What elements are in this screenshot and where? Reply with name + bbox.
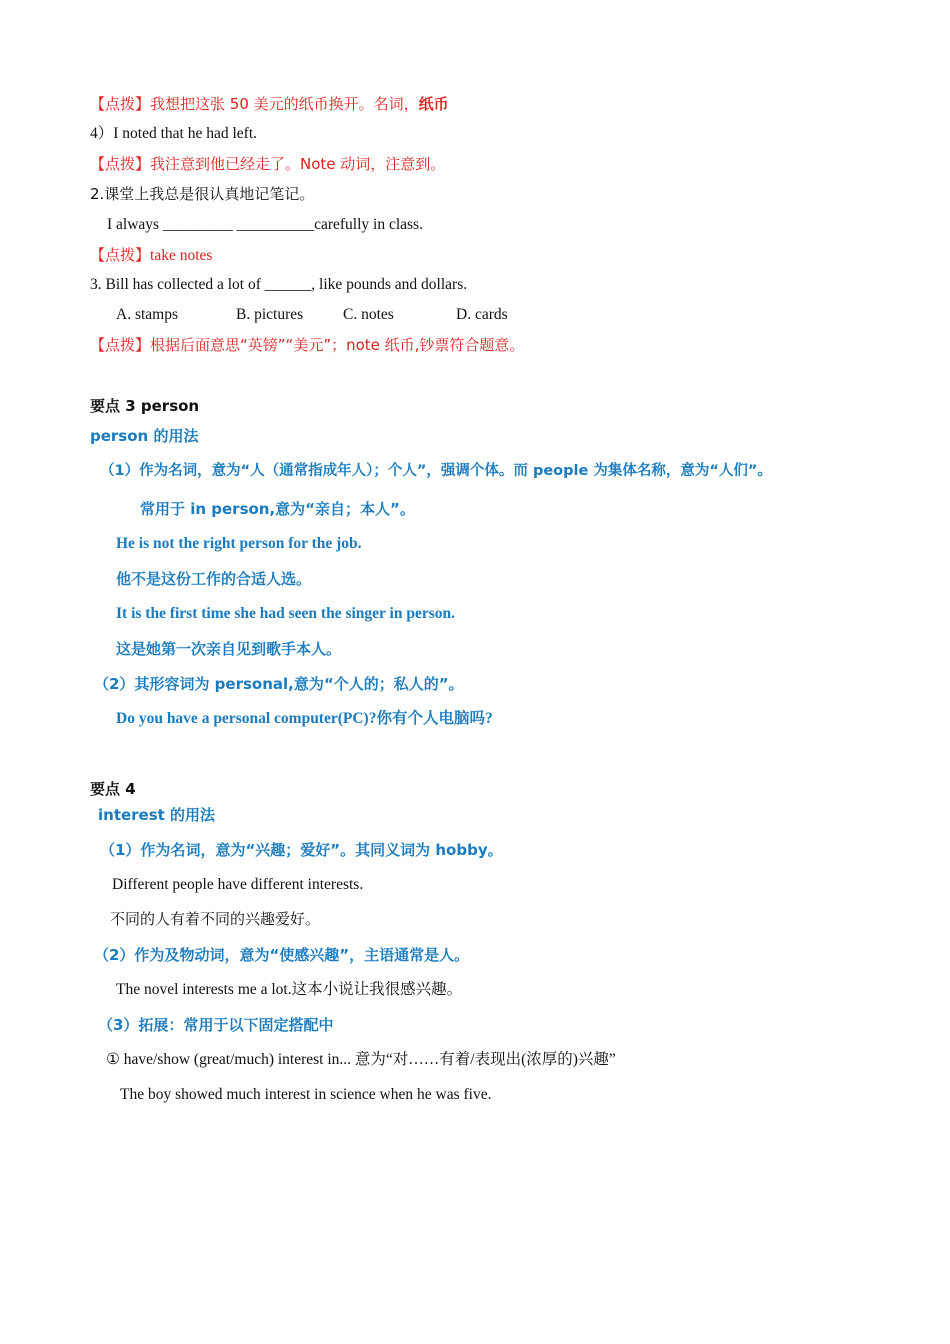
option-d: D. cards	[456, 306, 508, 323]
section-subheading-4: interest 的用法	[98, 806, 216, 824]
section-heading-4: 要点 4	[90, 780, 136, 798]
interest-usage-1: （1）作为名词，意为“兴趣；爱好”。其同义词为 hobby。	[100, 841, 503, 859]
hint-text: 我注意到他已经走了。Note 动词，注意到。	[150, 155, 446, 173]
hint-line-2	[90, 154, 445, 174]
hint-text: take notes	[150, 247, 213, 264]
interest-usage-2: （2）作为及物动词，意为“使感兴趣”，主语通常是人。	[94, 946, 470, 964]
example-en-4: Different people have different interests.	[112, 876, 364, 893]
example-en-2: It is the first time she had seen the singer in person.	[116, 605, 455, 622]
hint-line-1	[90, 94, 449, 114]
hint-tag: 【点拨】	[90, 95, 151, 113]
hint-tag: 【点拨】	[90, 336, 151, 354]
question-2: 2.课堂上我总是很认真地记笔记。	[90, 185, 315, 203]
example-en-1: He is not the right person for the job.	[116, 535, 362, 552]
hint-text: 我想把这张 50 美元的纸币换开。名词，	[150, 95, 419, 113]
example-en-5: The novel interests me a lot.这本小说让我很感兴趣。	[116, 981, 463, 998]
hint-tag: 【点拨】	[90, 246, 151, 264]
option-a: A. stamps	[116, 306, 178, 323]
question-3: 3. Bill has collected a lot of ______, like pounds and dollars.	[90, 276, 468, 293]
hint-line-3	[90, 245, 212, 266]
example-zh-2: 这是她第一次亲自见到歌手本人。	[116, 640, 342, 658]
example-zh-1: 他不是这份工作的合适人选。	[116, 570, 312, 588]
example-sentence: 4）I noted that he had left.	[90, 125, 258, 142]
interest-usage-3: （3）拓展：常用于以下固定搭配中	[98, 1016, 334, 1034]
section-subheading-3: person 的用法	[90, 427, 199, 445]
person-usage-2: （2）其形容词为 personal,意为“个人的；私人的”。	[94, 675, 464, 693]
person-usage-in-person: 常用于 in person,意为“亲自；本人”。	[140, 500, 415, 518]
hint-text: 根据后面意思“英镑”“美元”；note 纸币,钞票符合题意。	[150, 336, 525, 354]
collocation-1: ① have/show (great/much) interest in... 意为“对……有着/表现出(浓厚的)兴趣”	[106, 1051, 616, 1068]
example-zh-4: 不同的人有着不同的兴趣爱好。	[110, 910, 321, 928]
section-heading-3: 要点 3 person	[90, 397, 200, 415]
example-en-6: The boy showed much interest in science when he was five.	[120, 1086, 492, 1103]
person-usage-1: （1）作为名词，意为“人（通常指成年人）；个人”，强调个体。而 people 为集体名称，意为“人们”。	[100, 463, 772, 479]
hint-tag: 【点拨】	[90, 155, 151, 173]
example-en-3: Do you have a personal computer(PC)?你有个人电脑吗?	[116, 710, 493, 727]
hint-bold: 纸币	[418, 95, 449, 113]
question-2-blank: I always _________ __________carefully in class.	[107, 216, 423, 233]
hint-line-4	[90, 335, 524, 355]
option-b: B. pictures	[236, 306, 304, 323]
option-c: C. notes	[343, 306, 394, 323]
